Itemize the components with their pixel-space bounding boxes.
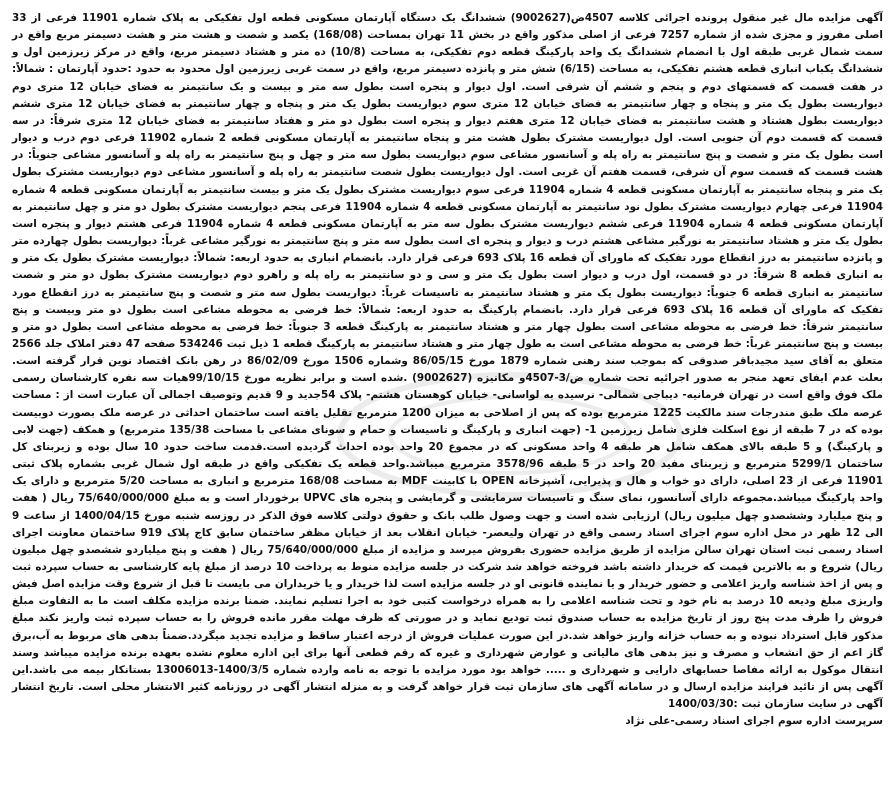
notice-signature: سرپرست اداره سوم اجرای اسناد رسمی-علی نژاد bbox=[625, 715, 883, 728]
notice-body: آگهی مزایده مال غیر منقول پرونده اجرائی کلاسه 4507ض(9002627) ششدانگ یک دستگاه آپارتمان مسکونی قطعه اول تفکیکی به پلاک شماره 11901 فرعی از 33 اصلی مفروز و مجزی شده از شماره 7257 فرعی از اصلی مذکور واقع در بخش 11 تهران بمساحت (168/08) یکصد و شصت و هشت متر و هشت دسیمتر مربع واقع در سمت شمال غربی طبقه اول با انضمام ششدانگ یک واحد پارکینگ قطعه دوم تفکیکی، به مساحت (10/8) ده متر و هشتاد دسیمتر مربع، واقع در مرکز زیرزمین اول و ششدانگ یکباب انباری قطعه هشتم تفکیکی، به مساحت (6/15) شش متر و پانزده دسیمتر مربع، واقع در سمت غربی زیرزمین اول محدود به حدود :حدود آپارتمان : شمالاً: در هفت قسمت که قسمتهای دوم و پنجم و ششم آن شرقی است. اول دیوار و پنجره است بطول سه متر و بیست و یک سانتیمتر به فضای خیابان 12 متری دوم دیواریست بطول یک متر و پنجاه و چهار سانتیمتر به فضای خیابان 12 متری سوم دیواریست بطول یک متر و پنجاه و چهار سانتیمتر به فضای خیابان 12 متری ششم دیواریست بطول هشتاد و هشت سانتیمتر به فضای خیابان 12 متری هفتم دیوار و پنجره است بطول دو متر و هفتاد سانتیمتر به فضای خیابان 12 متری شرقاً: در سه قسمت که قسمت دوم آن جنوبی است. اول دیواریست مشترک بطول هشت متر و پنجاه سانتیمتر به آپارتمان مسکونی قطعه 2 شماره 11902 فرعی دوم درب و دیوار است بطول یک متر و شصت و پنج سانتیمتر به راه پله و آسانسور مشاعی سوم دیواریست بطول سه متر و چهل و پنج سانتیمتر به راه پله و آسانسور مشاعی جنوباً: در هشت قسمت که قسمت سوم آن شرقی، قسمت هفتم آن غربی است. اول دیواریست بطول شصت سانتیمتر به راه پله و آسانسور مشاعی دوم دیواریست مشترک بطول یک متر و پنجاه سانتیمتر به آپارتمان مسکونی قطعه 4 شماره 11904 فرعی سوم دیواریست مشترک بطول یک متر و بیست سانتیمتر به آپارتمان مسکونی قطعه 4 شماره 11904 فرعی چهارم دیواریست مشترک بطول نود سانتیمتر به آپارتمان مسکونی قطعه 4 شماره 11904 فرعی پنجم دیواریست مشترک بطول دو متر و چهل سانتیمتر به آپارتمان مسکونی قطعه 4 شماره 11904 فرعی ششم دیواریست مشترک بطول سه متر به آپارتمان مسکونی قطعه 4 شماره 11904 فرعی هشتم دیوار و پنجره است بطول یک متر و هشتاد سانتیمتر به نورگیر مشاعی هشتم درب و دیوار و پنجره ای است بطول سه متر و پنج سانتیمتر به نورگیر مشاعی غرباً: دیواریست بطول چهارده متر و پانزده سانتیمتر به درز انقطاع مورد تفکیک که ماورای آن قطعه 16 پلاک 693 فرعی قرار دارد. بانضمام انباری به حدود اربعه: شمالاً: دیواریست مشترک بطول یک متر و به انباری قطعه 8 شرقاً: در دو قسمت، اول درب و دیوار است بطول یک متر و سی و دو سانتیمتر به راه پله و راهرو دوم دیواریست مشترک بطول دو متر و شصت سانتیمتر به انباری قطعه 6 جنوباً: دیواریست بطول یک متر و هشتاد سانتیمتر به تاسیسات غرباً: دیواریست بطول سه متر و شصت و پنج سانتیمتر به درز انقطاع مورد تفکیک که ماورای آن قطعه 16 پلاک 693 فرعی قرار دارد. بانضمام پارکینگ به حدود اربعه: شمالاً: خط فرضی به محوطه مشاعی است بطول دو متر وبیست و پنج سانتیمتر شرقاً: خط فرضی به محوطه مشاعی است بطول چهار متر و هشتاد سانتیمتر به پارکینگ قطعه 3 جنوباً: خط فرضی به محوطه مشاعی است بطول دو متر و بیست و پنج سانتیمتر غرباً: خط فرضی به محوطه مشاعی است به طول چهار متر و هشتاد سانتیمتر به پارکینگ قطعه 1 ذیل ثبت 534246 صفحه 47 دفتر املاک جلد 2566 متعلق به آقای سید مجیدباقر صدوقی که بموجب سند رهنی شماره 1879 مورخ 86/05/15 وشماره 1506 مورخ 86/02/09 در رهن بانک اقتصاد نوین قرار گرفته است. بعلت عدم ایفای تعهد منجر به صدور اجرائیه تحت شماره ض/3-4507و مکانیزه (9002627) .شده است و برابر نظریه مورخ 99/10/15هیات سه نفره کارشناسان رسمی ملک فوق واقع است در تهران فرمانیه- دیباجی شمالی- نرسیده به لواسانی- خیابان کوهستان هشتم- پلاک 54جدید و 9 قدیم وتوصیف اجمالی آن عبارت است از : مساحت عرصه ملک طبق مندرجات سند مالکیت 1225 مترمربع بوده که پس از اصلاحی به میزان 1200 مترمربع تقلیل یافته است ساختمان احداثی در عرصه ملک بصورت دوبیست بوده که در 7 طبقه از نوع اسکلت فلزی شامل زیرزمین 1- (جهت انباری و پارکینگ و تاسیسات و حمام و سونای مشاعی با مساحت 135/38 مترمربع) و همکف (جهت لابی و پارکینگ) و 5 طبقه بالای همکف شامل هر طبقه 4 واحد مسکونی که در مجموع 20 واحد بوده احداث گردیده است.قدمت ساخت حدود 10 سال بوده و زیربنای کل ساختمان 5299/1 مترمربع و زیربنای مفید 20 واحد در 5 طبقه 3578/96 مترمربع میباشد.واحد قطعه یک تفکیکی واقع در طبقه اول شمال غربی بشماره پلاک ثبتی 11901 فرعی از 23 اصلی، دارای دو خواب و هال و پذیرایی، آشپزخانه OPEN با کابینت MDF به مساحت 168/08 مترمربع و انباری به مساحت 5/20 مترمربع و دارای یک واحد پارکینگ میباشد.مجموعه دارای آسانسور، نمای سنگ و تاسیسات سرمایشی و گرمایشی و پنجره های UPVC برخوردار است و به مبلغ 75/640/000/000 ریال ( هفت و پنج میلیارد وششصدو چهل میلیون ریال) ارزیابی شده است و جهت وصول طلب بانک و حقوق دولتی کلاسه فوق الذکر در روزسه شنبه مورخ 1400/04/15 از ساعت 9 الی 12 ظهر در محل اداره سوم اجرای اسناد رسمی واقع در تهران ولیعصر- خیابان انقلاب بعد از خیابان مظفر ساختمان سابق کاج پلاک 919 ساختمان معاونت اجرای اسناد رسمی ثبت استان تهران سالن مزایده از طریق مزایده حضوری بفروش میرسد و مزایده از مبلغ 75/640/000/000 ریال ( هفت و پنج میلیاردو ششصدو چهل میلیون ریال) شروع و به بالاترین قیمت که خریدار داشته باشد فروخته خواهد شد شرکت در جلسه مزایده منوط به پرداخت 10 درصد از مبلغ پایه کارشناسی به حساب سپرده ثبت و پس از اخذ شناسه واریز اعلامی و حضور خریدار و یا نماینده قانونی او در جلسه مزایده است لذا خریدار و یا خریداران می بایست تا قبل از شروع وقت مزایده اصل فیش واریزی مبلغ ودیعه 10 درصد به نام خود و تحت شناسه اعلامی را به همراه درخواست کتبی خود به اجرا تسلیم نمایند. ضمنا برنده مزایده مکلف است ما به التفاوت مبلغ فروش را ظرف مدت پنج روز از تاریخ مزایده به حساب صندوق ثبت تودیع نماید و در صورتی که ظرف مهلت مقرر مانده فروش را به حساب سپرده ثبت واریز نکند مبلغ مذکور قابل استرداد نبوده و به حساب خزانه واریز خواهد شد.در این صورت عملیات فروش از درجه اعتبار ساقط و مزایده تجدید میگردد.ضمناً بدهی های مربوط به آب،برق گاز اعم از حق انشعاب و مصرف و نیز بدهی های مالیاتی و عوارض شهرداری و غیره که رقم قطعی آنها برای این اداره معلوم نشده بعهده برنده مزایده میباشد وسند انتقال موکول به ارائه مفاصا حسابهای دارایی و شهرداری و ..... خواهد بود مورد مزایده با توجه به نامه وارده شماره 1400/3/5-13006013 بستانکار بیمه می باشد.این آگهی پس از تائید فرایند مزایده ارسال و در سامانه آگهی های سازمان ثبت قرار خواهد گرفت و به منزله انتشار آگهی در روزنامه کثیر الانتشار محلی است. تاریخ انتشار آگهی در سایت سازمان ثبت :1400/03/30 bbox=[12, 12, 884, 711]
notice-document bbox=[12, 10, 883, 731]
